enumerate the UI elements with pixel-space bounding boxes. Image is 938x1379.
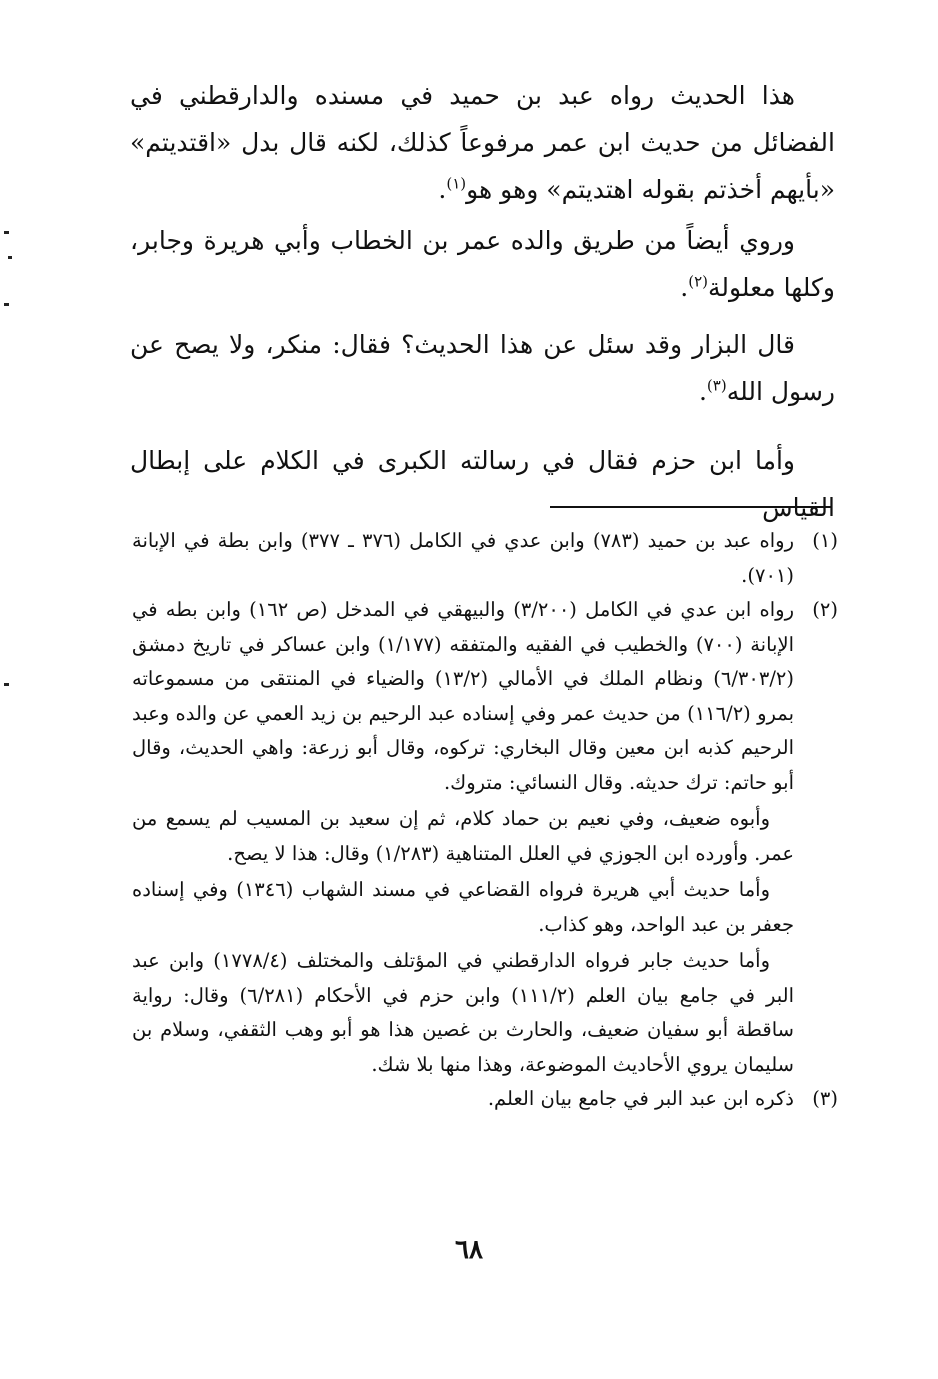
scan-speck — [4, 683, 9, 686]
scan-speck — [4, 303, 9, 306]
footnote-ref: (٣) — [706, 376, 727, 395]
footnote-ref: (١) — [446, 174, 467, 193]
footnote-3 — [132, 1082, 838, 1117]
main-paragraph-1 — [130, 72, 835, 213]
footnote-body — [132, 524, 794, 593]
footnote-paragraph: رواه عبد بن حميد (٧٨٣) وابن عدي في الكامل (٣٧٦ ـ ٣٧٧) وابن بطة في الإبانة (٧٠١). — [132, 529, 795, 587]
main-paragraph-2 — [130, 217, 835, 311]
main-paragraph-text: قال البزار وقد سئل عن هذا الحديث؟ فقال: منكر، ولا يصح عن رسول الله — [130, 330, 835, 406]
footnote-1 — [132, 524, 838, 593]
paragraph-end: . — [438, 175, 447, 204]
footnote-number: (٢) — [812, 598, 838, 621]
footnote-number: (٣) — [812, 1087, 838, 1110]
main-paragraph-text: وروي أيضاً من طريق والده عمر بن الخطاب وأبي هريرة وجابر، وكلها معلولة — [130, 226, 835, 302]
footnote-body — [132, 593, 794, 1082]
main-paragraph-4 — [130, 437, 835, 531]
footnote-body — [132, 1082, 794, 1117]
paragraph-end: . — [680, 273, 689, 302]
main-text — [130, 72, 835, 531]
footnote-2 — [132, 593, 838, 1082]
footnote-paragraph: ذكره ابن عبد البر في جامع بيان العلم. — [487, 1087, 794, 1110]
footnote-paragraph: رواه ابن عدي في الكامل (٣/٢٠٠) والبيهقي في المدخل (ص ١٦٢) وابن بطه في الإبانة (٧٠٠) والخطيب في الفقيه والمتفقه (١/١٧٧) وابن عساكر في تاريخ دمشق (٦/٣٠٣/٢) ونظام الملك في الأمالي (١٣/٢) والضياء في المنتقى من مسموعاته بمرو (١١٦/٢) من حديث عمر وفي إسناده عبد الرحيم بن زيد العمي عن والده وعبد الرحيم كذبه ابن معين وقال البخاري: تركوه، وقال أبو زرعة: واهي الحديث، وقال أبو حاتم: ترك حديثه. وقال النسائي: متروك. — [132, 598, 795, 794]
main-paragraph-text: هذا الحديث رواه عبد بن حميد في مسنده والدارقطني في الفضائل من حديث ابن عمر مرفوعاً كذلك، لكنه قال بدل «اقتديتم» «بأيهم أخذتم بقوله اهتديتم» وهو هو — [130, 81, 835, 204]
page-number: ٦٨ — [455, 1235, 483, 1265]
scan-speck — [8, 256, 12, 259]
main-paragraph-3 — [130, 321, 835, 415]
footnote-ref: (٢) — [688, 272, 708, 291]
footnote-number: (١) — [812, 529, 838, 552]
footnotes — [132, 524, 838, 1117]
scan-speck — [4, 231, 9, 234]
main-paragraph-text: وأما ابن حزم فقال في رسالته الكبرى في الكلام على إبطال القياس — [130, 446, 835, 522]
footnote-paragraph: وأما حديث جابر فرواه الدارقطني في المؤتلف والمختلف (١٧٧٨/٤) وابن عبد البر في جامع بيان العلم (١١١/٢) وابن حزم في الأحكام (٦/٢٨١) وقال: رواية ساقطة أبو سفيان ضعيف، والحارث بن غصين هذا هو أبو وهب الثقفي، وسلام بن سليمان يروي الأحاديث الموضوعة، وهذا منها بلا شك. — [132, 949, 794, 1076]
footnote-paragraph: وأما حديث أبي هريرة فرواه القضاعي في مسند الشهاب (١٣٤٦) وفي إسناده جعفر بن عبد الواحد، وهو كذاب. — [132, 878, 794, 936]
paragraph-end: . — [698, 377, 707, 406]
footnote-paragraph: وأبوه ضعيف، وفي نعيم بن حماد كلام، ثم إن سعيد بن المسيب لم يسمع من عمر. وأورده ابن الجوزي في العلل المتناهية (١/٢٨٣) وقال: هذا لا يصح. — [132, 807, 794, 865]
footnote-separator — [550, 506, 832, 508]
